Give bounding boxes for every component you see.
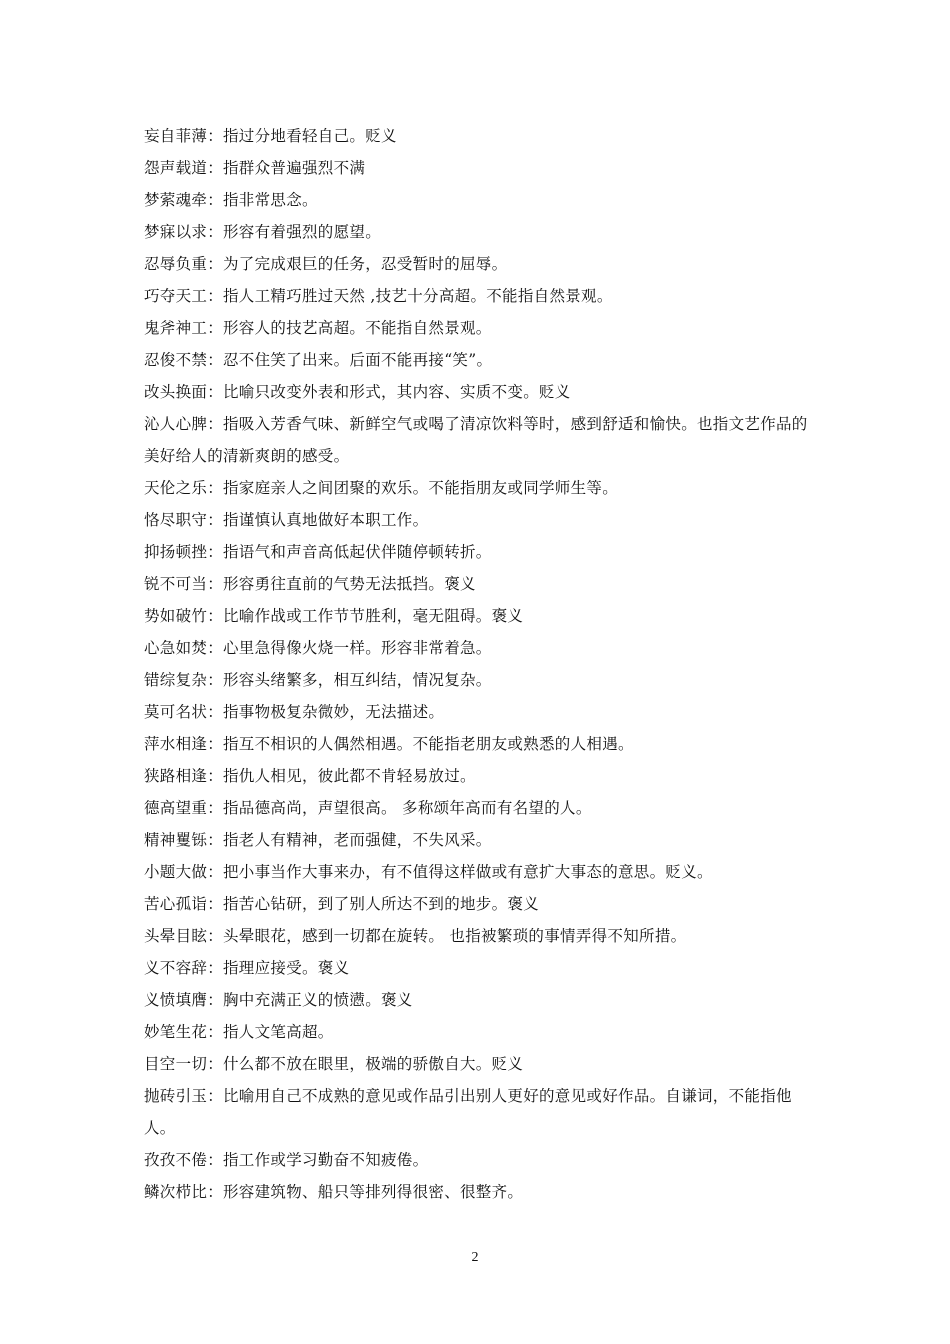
idiom-entry: 鳞次栉比：形容建筑物、船只等排列得很密、很整齐。 <box>144 1183 524 1201</box>
idiom-entry: 势如破竹：比喻作战或工作节节胜利，毫无阻碍。褒义 <box>144 607 524 625</box>
idiom-entry: 义愤填膺：胸中充满正义的愤懑。褒义 <box>144 991 413 1009</box>
idiom-entry: 精神矍铄：指老人有精神，老而强健，不失风采。 <box>144 831 492 849</box>
idiom-list <box>144 120 812 1208</box>
idiom-entry: 苦心孤诣：指苦心钻研，到了别人所达不到的地步。褒义 <box>144 895 540 913</box>
idiom-entry: 锐不可当：形容勇往直前的气势无法抵挡。褒义 <box>144 575 476 593</box>
idiom-entry: 妄自菲薄：指过分地看轻自己。贬义 <box>144 127 397 145</box>
idiom-entry: 狭路相逢：指仇人相见，彼此都不肯轻易放过。 <box>144 767 476 785</box>
idiom-entry: 梦寐以求：形容有着强烈的愿望。 <box>144 223 382 241</box>
idiom-entry: 头晕目眩：头晕眼花，感到一切都在旋转。 也指被繁琐的事情弄得不知所措。 <box>144 927 687 945</box>
idiom-entry: 小题大做：把小事当作大事来办，有不值得这样做或有意扩大事态的意思。贬义。 <box>144 863 713 881</box>
idiom-entry: 忍辱负重：为了完成艰巨的任务，忍受暂时的屈辱。 <box>144 255 508 273</box>
idiom-entry: 怨声载道：指群众普遍强烈不满 <box>144 159 366 177</box>
idiom-entry: 德高望重：指品德高尚，声望很高。 多称颂年高而有名望的人。 <box>144 799 592 817</box>
idiom-entry: 天伦之乐：指家庭亲人之间团聚的欢乐。不能指朋友或同学师生等。 <box>144 479 619 497</box>
idiom-entry: 巧夺天工：指人工精巧胜过天然 ,技艺十分高超。不能指自然景观。 <box>144 287 613 305</box>
idiom-entry: 妙笔生花：指人文笔高超。 <box>144 1023 334 1041</box>
idiom-entry: 梦萦魂牵：指非常思念。 <box>144 191 318 209</box>
idiom-entry: 忍俊不禁：忍不住笑了出来。后面不能再接“笑”。 <box>144 351 493 369</box>
idiom-entry: 萍水相逢：指互不相识的人偶然相遇。不能指老朋友或熟悉的人相遇。 <box>144 735 634 753</box>
idiom-entry: 义不容辞：指理应接受。褒义 <box>144 959 350 977</box>
idiom-entry: 孜孜不倦：指工作或学习勤奋不知疲倦。 <box>144 1151 429 1169</box>
idiom-entry: 莫可名状：指事物极复杂微妙，无法描述。 <box>144 703 445 721</box>
idiom-entry: 恪尽职守：指谨慎认真地做好本职工作。 <box>144 511 429 529</box>
page-number: 2 <box>471 1250 479 1265</box>
idiom-entry: 抑扬顿挫：指语气和声音高低起伏伴随停顿转折。 <box>144 543 492 561</box>
idiom-entry: 沁人心脾：指吸入芳香气味、新鲜空气或喝了清凉饮料等时，感到舒适和愉快。也指文艺作品的美好给人的清新爽朗的感受。 <box>144 415 808 465</box>
idiom-entry: 目空一切：什么都不放在眼里，极端的骄傲自大。贬义 <box>144 1055 524 1073</box>
idiom-entry: 鬼斧神工：形容人的技艺高超。不能指自然景观。 <box>144 319 492 337</box>
idiom-entry: 心急如焚：心里急得像火烧一样。形容非常着急。 <box>144 639 492 657</box>
idiom-entry: 改头换面：比喻只改变外表和形式，其内容、实质不变。贬义 <box>144 383 571 401</box>
idiom-entry: 抛砖引玉：比喻用自己不成熟的意见或作品引出别人更好的意见或好作品。自谦词，不能指他人。 <box>144 1087 792 1137</box>
idiom-entry: 错综复杂：形容头绪繁多，相互纠结，情况复杂。 <box>144 671 492 689</box>
